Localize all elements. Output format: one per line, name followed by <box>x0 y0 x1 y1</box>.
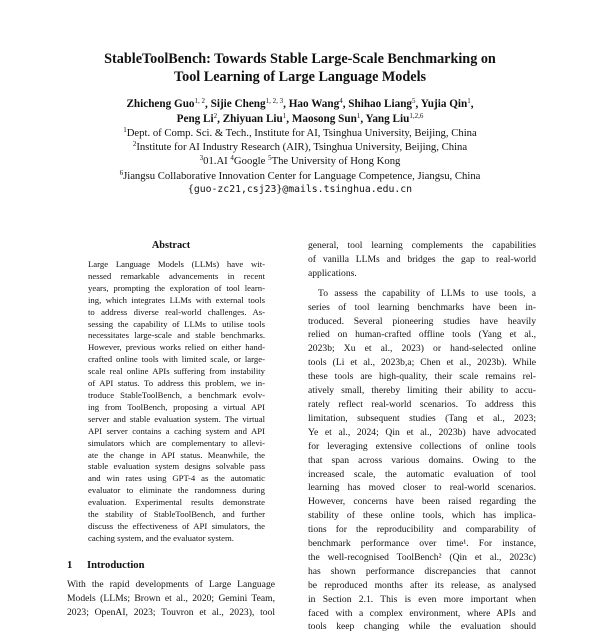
author-list <box>40 97 560 127</box>
abstract-line: ing from ToolBench, proposing a virtual API <box>88 401 265 412</box>
affiliation-3-4-5: $^3$01.AI $^4$Google $^5$The University of Hong Kong <box>199 154 401 168</box>
author: Shihao Liang$^5$ <box>348 97 416 110</box>
body-line: limitation, subsequent studies (Tang et al., 2023; <box>308 412 536 424</box>
body-line: in Section 2.1. This is even more important when <box>308 593 536 605</box>
section-number: 1 <box>67 559 73 571</box>
body-line: 2023b; Xu et al., 2023) or hand-selected online <box>308 343 536 355</box>
right-column <box>308 239 536 634</box>
abstract-body <box>67 259 275 545</box>
abstract-line: stable evaluation system designs solvable pass <box>88 461 265 472</box>
author: Hao Wang$^4$ <box>288 97 343 110</box>
body-line: of vanilla LLMs and bridges the gap to real-world <box>308 253 536 265</box>
body-line: general, tool learning complements the capabilities <box>308 240 536 251</box>
author-line-1: Zhicheng Guo$^{1, 2}$, Sijie Cheng$^{1, 2, 3}$, Hao Wang$^4$, Shihao Liang$^5$, Yujia Qin$^1$, <box>126 97 474 110</box>
body-line: Ye et al., 2024; Qin et al., 2023b) have advocated <box>308 426 536 438</box>
abstract-line: caching system, and the evaluator system. <box>88 532 234 543</box>
affiliation-2: $^2$Institute for AI Industry Research (AIR), Tsinghua University, Beijing, China <box>132 140 468 154</box>
body-line: has shown performance discrepancies that cannot <box>308 565 536 577</box>
abstract-line: to address diverse real-world challenges. As- <box>88 306 265 317</box>
abstract-line: simulators which are complementary to allevi- <box>88 437 265 448</box>
abstract-line: necessitates large-scale and stable benchmarks. <box>88 330 265 341</box>
body-line: these tools are high-quality, their scale remains rel- <box>308 371 536 383</box>
intro-line: 2023; OpenAI, 2023; Touvron et al., 2023), tool <box>67 606 275 618</box>
abstract-line: ate the change in API status. Meanwhile, the <box>88 449 265 460</box>
author: Zhicheng Guo$^{1, 2}$ <box>126 97 206 110</box>
abstract-line: scale real online APIs suffering from instability <box>88 366 265 377</box>
body-line: faced with a complex environment, where APIs and <box>308 607 536 619</box>
author: Peng Li$^2$ <box>176 112 218 125</box>
abstract-line: the stability of StableToolBench, and further <box>88 509 265 520</box>
author-line-2: Peng Li$^2$, Zhiyuan Liu$^1$, Maosong Sun$^1$, Yang Liu$^{1,2,6}$ <box>176 112 424 125</box>
abstract-line: ing, which integrates LLMs with external tools <box>88 294 265 305</box>
author: Yang Liu$^{1,2,6}$ <box>365 112 424 125</box>
contact-email: {guo-zc21,csj23}@mails.tsinghua.edu.cn <box>187 183 413 195</box>
author: Sijie Cheng$^{1, 2, 3}$ <box>210 97 284 110</box>
body-line: tions for the reproducibility and comparability of <box>308 524 536 536</box>
abstract-heading: Abstract <box>151 240 191 251</box>
author: Yujia Qin$^1$ <box>420 97 471 110</box>
intro-line: With the rapid developments of Large Language <box>67 578 275 590</box>
author: Maosong Sun$^1$ <box>291 112 361 125</box>
abstract-line: server and stable evaluation system. The virtual <box>88 413 265 424</box>
body-line: tools keep changing while the evaluation should <box>308 621 536 633</box>
abstract-line: sessing the capability of LLMs to utilise tools <box>88 318 265 329</box>
abstract-line: Large Language Models (LLMs) have wit- <box>88 259 265 269</box>
affiliation-6: $^6$Jiangsu Collaborative Innovation Center for Language Competence, Jiangsu, China <box>119 168 481 182</box>
section-title: Introduction <box>87 559 145 571</box>
body-line: relied on human-crafted offline tools (Yang et al., <box>308 329 536 341</box>
affiliation-1: $^1$Dept. of Comp. Sci. & Tech., Institute for AI, Tsinghua University, Beijing, China <box>123 126 477 139</box>
paper-title-line-2: Tool Learning of Large Language Models <box>173 69 427 85</box>
abstract-line: evaluator to eliminate the randomness during <box>88 485 265 496</box>
body-line: be reproduced months after its release, as analysed <box>308 579 536 591</box>
abstract-line: crafted online tools with limited scale, or large- <box>88 354 265 365</box>
body-line: for leveraging extensive collections of online tools <box>308 440 536 452</box>
paper-title-line-1: StableToolBench: Towards Stable Large-Scale Benchmarking on <box>104 51 496 67</box>
abstract-line: nessed remarkable advancements in recent <box>88 270 265 281</box>
abstract-line: years, prompting the exploration of tool learn- <box>88 282 265 293</box>
abstract-line: and win rates using GPT-4 as the automatic <box>88 473 265 484</box>
body-line: learning has moved closer to real-world scenarios. <box>308 482 536 494</box>
body-line: However, concerns have been raised regarding the <box>308 496 536 508</box>
body-line: applications. <box>308 267 357 279</box>
body-line: the well-recognised ToolBench² (Qin et al., 2023c) <box>308 551 536 563</box>
body-line: tools (Li et al., 2023b,a; Chen et al., 2023b). While <box>308 357 536 369</box>
body-line: that span across various domains. Owing to the <box>308 454 536 466</box>
body-line: troduced. Several pioneering studies have heavily <box>308 315 536 327</box>
body-line: To assess the capability of LLMs to use tools, a <box>318 287 536 299</box>
body-line: benchmark performance over time¹. For instance, <box>308 538 536 550</box>
body-line: increased scale, the automatic evaluation of tool <box>308 468 536 480</box>
body-line: rately reflect real-world scenarios. To address this <box>308 398 536 410</box>
author: Zhiyuan Liu$^1$ <box>222 112 287 125</box>
body-line: series of tool learning benchmarks have been in- <box>308 301 536 313</box>
intro-line: Models (LLMs; Brown et al., 2020; Gemini Team, <box>67 592 275 604</box>
abstract-line: evaluation. Experimental results demonstrate <box>88 497 265 508</box>
introduction-heading <box>67 560 275 571</box>
abstract-line: troduce StableToolBench, a benchmark evolv- <box>88 389 265 400</box>
left-column <box>67 240 275 619</box>
abstract-line: of API status. To address this problem, we in- <box>88 378 265 389</box>
abstract-line: However, previous works relied on either hand- <box>88 342 265 353</box>
body-line: stability of these online tools, which has implica- <box>308 510 536 522</box>
paper-title <box>60 50 540 86</box>
abstract-line: discuss the effectiveness of API simulators, the <box>88 520 265 531</box>
affiliations <box>40 126 560 197</box>
abstract-line: API server contains a caching system and API <box>88 425 265 436</box>
body-line: atively small, thereby limiting their ability to accu- <box>308 385 536 397</box>
